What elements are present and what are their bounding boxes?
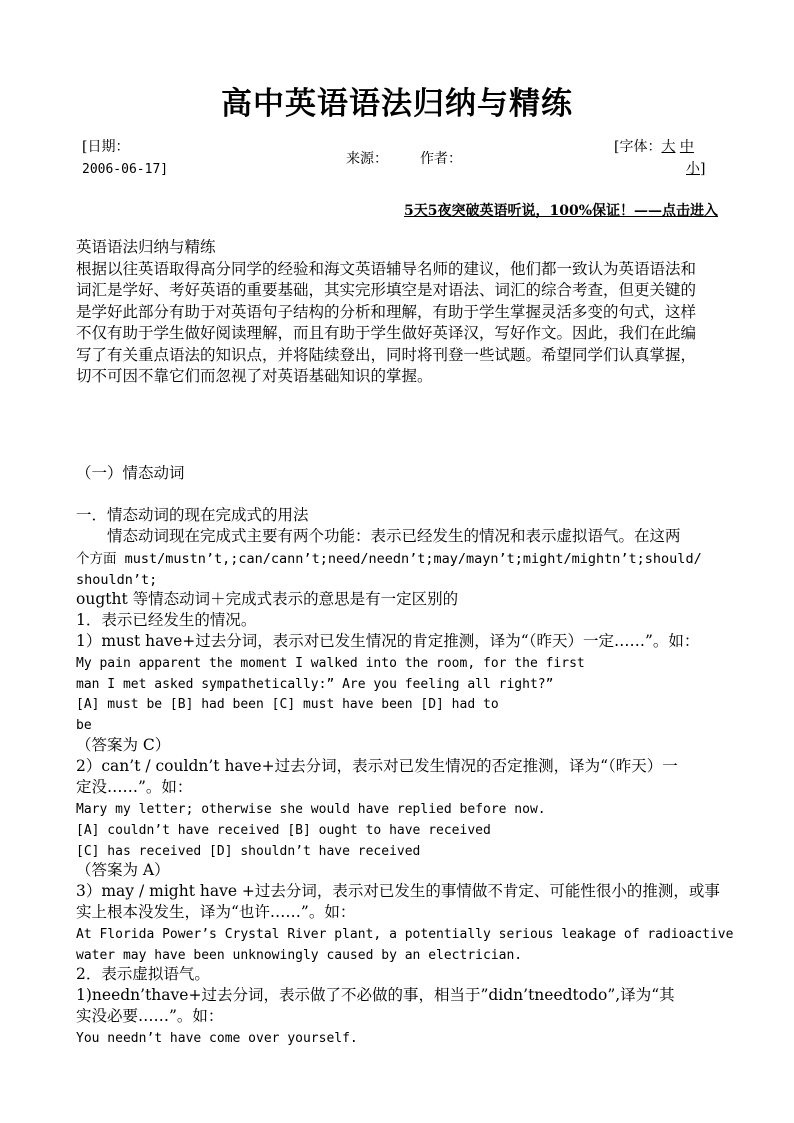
intro-line: 英语语法归纳与精练 (76, 238, 216, 256)
text-line: 情态动词现在完成式主要有两个功能：表示已经发生的情况和表示虚拟语气。在这两 (76, 527, 681, 545)
sub-heading: 一．情态动词的现在完成式的用法 (76, 506, 309, 524)
promo-link[interactable]: 5天5夜突破英语听说，100%保证！——点击进入 (403, 203, 718, 219)
intro-line: 根据以往英语取得高分同学的经验和海文英语辅导名师的建议，他们都一致认为英语语法和 (76, 259, 697, 278)
text-line: 1）must have+过去分词，表示对已发生情况的肯定推测，译为“（昨天）一定……”。如： (76, 632, 700, 650)
text-line: man I met asked sympathetically:” Are you feeling all right?” (76, 677, 554, 692)
text-line: [C] has received [D] shouldn’t have received (76, 844, 421, 859)
font-size-selector (614, 137, 694, 158)
font-size-close: ] (700, 161, 706, 177)
text-line: 定没……”。如： (76, 778, 193, 796)
intro-line: 不仅有助于学生做好阅读理解，而且有助于学生做好英译汉，写好作文。因此，我们在此编 (76, 324, 697, 342)
text-line: At Florida Power’s Crystal River plant, a potentially serious leakage of radioactive (76, 927, 734, 942)
source-label: 来源： (346, 151, 388, 167)
text-line: water may have been unknowingly caused by an electrician. (76, 948, 523, 963)
text-line: 1．表示已经发生的情况。 (76, 611, 257, 629)
text-line: ougtht 等情态动词＋完成式表示的意思是有一定区别的 (76, 590, 459, 608)
document-title: 高中英语语法归纳与精练 (221, 86, 573, 122)
answer-line: （答案为 A） (76, 861, 170, 879)
font-size-large-link[interactable]: 大 (661, 139, 676, 155)
font-size-medium-link[interactable]: 中 (679, 139, 694, 155)
text-line: 3）may / might have +过去分词，表示对已发生的事情做不肯定、可能性很小的推测，或事 (76, 882, 720, 900)
font-size-label: [字体： (614, 139, 662, 155)
font-size-small-link[interactable]: 小 (686, 161, 700, 177)
intro-line: 词汇是学好、考好英语的重要基础，其实完形填空是对语法、词汇的综合考查，但更关键的 (76, 281, 697, 299)
text-line: 实上根本没发生，译为“也许……”。如： (76, 903, 356, 921)
date-value: 2006-06-17] (82, 162, 169, 177)
intro-paragraph (76, 237, 718, 388)
author-label: 作者： (420, 151, 462, 167)
text-line: [A] must be [B] had been [C] must have been [D] had to (76, 697, 499, 712)
text-line: 个方面 must/mustn’t,;can/cann’t;need/needn’t;may/mayn’t;might/mightn’t;should/ (76, 551, 702, 567)
intro-line: 写了有关重点语法的知识点，并将陆续登出，同时将刊登一些试题。希望同学们认真掌握， (76, 345, 697, 364)
text-line: 2．表示虚拟语气。 (76, 965, 210, 983)
text-line: 1)needn’thave+过去分词，表示做了不必做的事，相当于”didn’tneedtodo”,译为“其 (76, 986, 675, 1004)
intro-line: 是学好此部分有助于对英语句子结构的分析和理解，有助于学生掌握灵活多变的句式，这样 (76, 302, 697, 321)
section-heading: （一）情态动词 (76, 464, 185, 482)
text-line: shouldn’t; (76, 572, 158, 588)
text-line: 实没必要……”。如： (76, 1007, 224, 1025)
text-line: 2）can’t / couldn’t have+过去分词，表示对已发生情况的否定推测，译为“（昨天）一 (76, 757, 678, 775)
date-label: [日期： (82, 139, 130, 155)
text-line: be (76, 718, 92, 733)
text-line: [A] couldn’t have received [B] ought to have received (76, 823, 491, 838)
text-line: My pain apparent the moment I walked into the room, for the first (76, 656, 585, 671)
text-line: You needn’t have come over yourself. (76, 1031, 358, 1046)
intro-line: 切不可因不靠它们而忽视了对英语基础知识的掌握。 (76, 367, 433, 385)
answer-line: （答案为 C） (76, 736, 171, 754)
text-line: Mary my letter; otherwise she would have replied before now. (76, 802, 546, 817)
